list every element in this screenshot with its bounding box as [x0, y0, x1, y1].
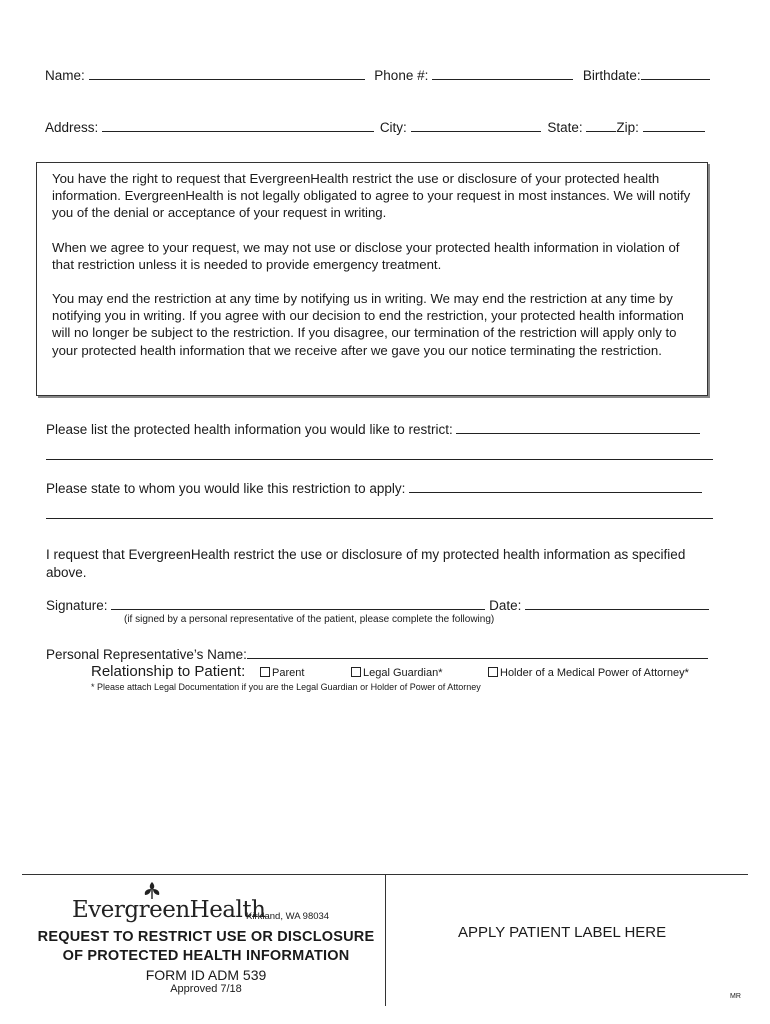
restrict-field-line-2[interactable]: [46, 459, 713, 460]
state-field[interactable]: [586, 119, 616, 132]
state-label: State:: [547, 120, 583, 135]
footer-location: Kirkland, WA 98034: [246, 911, 330, 922]
representative-name-row: [46, 646, 708, 662]
name-field[interactable]: [89, 67, 365, 80]
name-label: Name:: [45, 68, 85, 83]
address-label: Address:: [45, 120, 99, 135]
birthdate-label: Birthdate:: [582, 68, 641, 83]
phone-label: Phone #:: [374, 68, 429, 83]
form-title-line-1: REQUEST TO RESTRICT USE OR DISCLOSURE: [37, 929, 375, 945]
option-power-of-attorney[interactable]: [488, 667, 689, 679]
option-parent[interactable]: [260, 667, 304, 679]
patient-info-row-2: [45, 119, 705, 135]
birthdate-field[interactable]: [641, 67, 710, 80]
option-power-of-attorney-label: Holder of a Medical Power of Attorney*: [500, 667, 689, 679]
notice-paragraph-2: When we agree to your request, we may not use or disclose your protected health information in violation of that restriction unless it is needed to provide emergency treatment.: [52, 240, 680, 273]
notice-paragraph-1: You have the right to request that EvergreenHealth restrict the use or disclosure of your protected health information. EvergreenHealth is not legally obligated to agree to your request in most instances. We will notify you of the denial or acceptance of your request in writing.: [52, 171, 691, 221]
date-field[interactable]: [525, 597, 709, 610]
form-id: FORM ID ADM 539: [145, 967, 267, 983]
whom-label: Please state to whom you would like this restriction to apply:: [46, 481, 406, 496]
form-title-line-2: OF PROTECTED HEALTH INFORMATION: [62, 948, 350, 964]
restrict-label: Please list the protected health information you would like to restrict:: [46, 422, 453, 437]
legal-guardian-checkbox[interactable]: [351, 667, 361, 677]
zip-label: Zip:: [616, 120, 639, 135]
option-legal-guardian[interactable]: [351, 667, 443, 679]
representative-name-label: Personal Representative’s Name:: [46, 647, 247, 662]
restrict-question: [46, 421, 700, 437]
signature-row: [46, 597, 709, 613]
city-field[interactable]: [411, 119, 541, 132]
option-parent-label: Parent: [272, 667, 305, 679]
whom-question: [46, 480, 702, 496]
corner-code: MR: [730, 993, 741, 1000]
whom-field[interactable]: [409, 480, 702, 493]
phone-field[interactable]: [432, 67, 573, 80]
relationship-label: Relationship to Patient:: [91, 663, 246, 680]
signature-note: (if signed by a personal representative of the patient, please complete the following): [124, 614, 495, 625]
option-legal-guardian-label: Legal Guardian*: [363, 667, 443, 679]
zip-field[interactable]: [643, 119, 705, 132]
address-field[interactable]: [102, 119, 374, 132]
whom-field-line-2[interactable]: [46, 518, 713, 519]
date-label: Date:: [489, 598, 522, 613]
patient-info-row-1: [45, 67, 710, 83]
patient-label-area: APPLY PATIENT LABEL HERE: [458, 924, 667, 941]
signature-label: Signature:: [46, 598, 108, 613]
parent-checkbox[interactable]: [260, 667, 270, 677]
city-label: City:: [379, 120, 407, 135]
legal-documentation-footnote: * Please attach Legal Documentation if you are the Legal Guardian or Holder of Power of Attorney: [91, 682, 481, 692]
notice-paragraph-3: You may end the restriction at any time by notifying us in writing. We may end the restriction at any time by notifying you in writing. If you agree with our decision to end the restriction, your protected health information will no longer be subject to the restriction. If you disagree, our termination of the restriction will apply only to your protected health information that we receive after we gave you our notice terminating the restriction.: [52, 291, 684, 358]
request-statement: I request that EvergreenHealth restrict the use or disclosure of my protected health information as specified above.: [46, 547, 686, 580]
representative-name-field[interactable]: [247, 646, 708, 659]
power-of-attorney-checkbox[interactable]: [488, 667, 498, 677]
evergreen-health-logo: EvergreenHealth: [72, 897, 266, 923]
signature-field[interactable]: [111, 597, 485, 610]
approved-date: Approved 7/18: [170, 983, 242, 995]
restrict-field[interactable]: [456, 421, 700, 434]
